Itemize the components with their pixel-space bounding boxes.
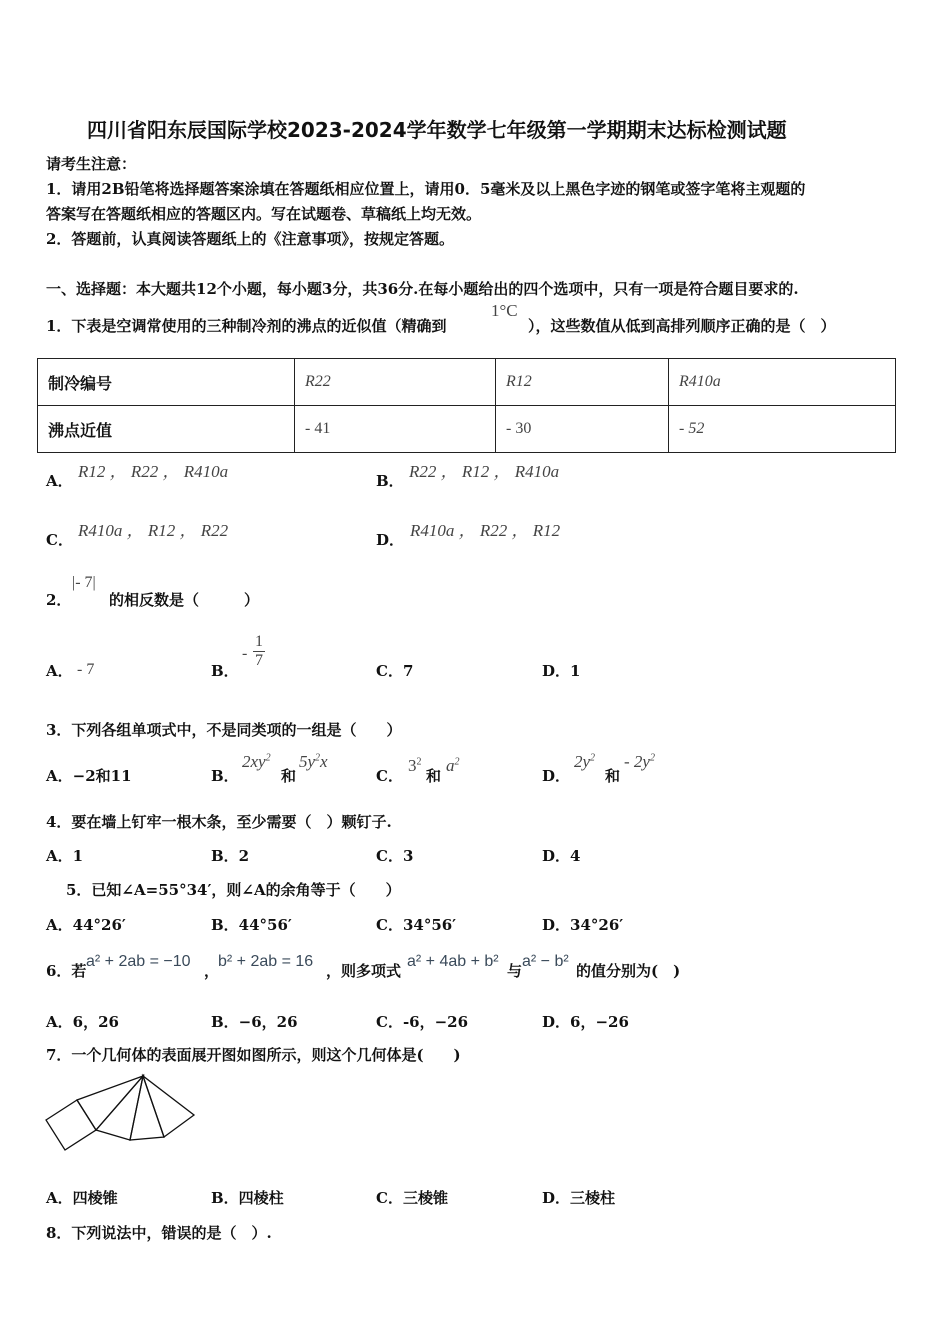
q4-option-c: C．3 (376, 847, 414, 865)
table-cell: R12 (496, 359, 669, 406)
q7-option-a: A．四棱锥 (46, 1189, 118, 1207)
q7-option-b: B．四棱柱 (211, 1189, 284, 1207)
q3-option-c-term2: $a^2$ (446, 756, 460, 775)
q5-stem: 5．已知∠A=55°34′，则∠A的余角等于（ ） (66, 881, 401, 899)
q2-option-d: D．1 (542, 662, 581, 680)
q6-option-d: D．6，−26 (542, 1013, 629, 1031)
q5-option-d: D．34°26′ (542, 916, 624, 934)
q6-expr-2: b² + 2ab = 16 (218, 953, 314, 970)
section-heading: 一、选择题：本大题共12个小题，每小题3分，共36分.在每小题给出的四个选项中，只有一项是符合题目要求的. (46, 280, 799, 298)
notice-heading: 请考生注意： (46, 155, 137, 173)
q1-option-a-label: A． (46, 472, 73, 490)
net-square-face (46, 1100, 96, 1150)
q3-option-b-and: 和 (281, 767, 297, 785)
table-cell: - 30 (496, 406, 669, 453)
q6-option-a: A．6，26 (46, 1013, 119, 1031)
q3-option-c-label: C． (376, 767, 403, 785)
q3-option-c-term1: $3^2$ (408, 756, 422, 775)
q6-expr-1: a² + 2ab = −10 (86, 953, 191, 970)
q7-option-c: C．三棱锥 (376, 1189, 448, 1207)
q1-option-c-label: C． (46, 531, 73, 549)
q1-option-c: R410a ， R12 ， R22 (78, 521, 229, 540)
q2-abs-value: |- 7| (72, 574, 96, 591)
q7-net-figure (40, 1070, 200, 1155)
q3-option-b-term2: $5y^2x$ (299, 752, 328, 771)
q3-option-d-term1: $2y^2$ (574, 752, 596, 771)
q3-option-d-label: D． (542, 767, 571, 785)
q3-option-a: A．−2和11 (46, 767, 132, 785)
q8-stem: 8．下列说法中，错误的是（ ）. (46, 1224, 272, 1242)
table-cell: - 52 (669, 406, 896, 453)
q1-option-d-label: D． (376, 531, 405, 549)
q3-option-b-term1: $2xy^2$ (242, 752, 271, 771)
q6-expr-4: a² − b² (522, 953, 569, 970)
q2-option-b-fraction (253, 633, 265, 670)
q3-option-b-label: B． (211, 767, 239, 785)
table-cell: 制冷编号 (38, 359, 295, 406)
notice-line-2: 答案写在答题纸相应的答题区内。写在试题卷、草稿纸上均无效。 (46, 205, 482, 223)
q3-option-d-and: 和 (605, 767, 621, 785)
q1-option-b-label: B． (376, 472, 404, 490)
fraction-denominator: 7 (255, 652, 263, 669)
q6-yu: 与 (507, 962, 523, 980)
q2-option-b-sign: - (242, 645, 248, 662)
q7-stem: 7．一个几何体的表面展开图如图所示，则这个几何体是( ) (46, 1046, 461, 1064)
q1-option-b: R22 ， R12 ， R410a (409, 462, 560, 481)
q5-option-a: A．44°26′ (46, 916, 126, 934)
q3-stem: 3．下列各组单项式中，不是同类项的一组是（ ） (46, 721, 402, 739)
q5-option-c: C．34°56′ (376, 916, 457, 934)
q1-table (37, 358, 896, 453)
q1-option-a: R12 ， R22 ， R410a (78, 462, 229, 481)
q3-option-d-term2: - $2y^2$ (624, 752, 655, 771)
q1-stem-b: ），这些数值从低到高排列顺序正确的是（ ） (528, 317, 836, 335)
q2-option-a-label: A． (46, 662, 73, 680)
q1-option-d: R410a ， R22 ， R12 (410, 521, 561, 540)
q6-mid: ，则多项式 (326, 962, 402, 980)
q1-stem-a: 1．下表是空调常使用的三种制冷剂的沸点的近似值（精确到 (46, 317, 447, 335)
q2-option-a: - 7 (77, 661, 95, 678)
table-cell: R410a (669, 359, 896, 406)
fraction-numerator: 1 (255, 633, 263, 650)
table-cell: - 41 (295, 406, 496, 453)
q2-option-c: C．7 (376, 662, 414, 680)
table-row (38, 406, 896, 453)
q4-option-d: D．4 (542, 847, 581, 865)
q2-option-b-label: B． (211, 662, 239, 680)
q4-option-a: A．1 (46, 847, 84, 865)
q4-stem: 4．要在墙上钉牢一根木条，至少需要（ ）颗钉子. (46, 813, 392, 831)
q6-tail: 的值分别为( ) (576, 962, 681, 980)
q6-comma: ， (204, 962, 220, 980)
q5-option-b: B．44°56′ (211, 916, 292, 934)
notice-line-1: 1．请用2B铅笔将选择题答案涂填在答题纸相应位置上，请用0．5毫米及以上黑色字迹的钢笔或签字笔将主观题的 (46, 180, 806, 198)
q6-option-c: C．-6，−26 (376, 1013, 469, 1031)
net-triangle-face-4 (143, 1076, 194, 1137)
table-row (38, 359, 896, 406)
q2-number: 2． (46, 591, 72, 609)
q2-stem: 的相反数是（ ） (109, 591, 260, 609)
table-cell: R22 (295, 359, 496, 406)
q3-option-c-and: 和 (426, 767, 442, 785)
q6-option-b: B．−6，26 (211, 1013, 298, 1031)
q1-unit: 1°C (491, 301, 518, 320)
table-cell: 沸点近值 (38, 406, 295, 453)
q6-number: 6．若 (46, 962, 87, 980)
page-title: 四川省阳东辰国际学校2023-2024学年数学七年级第一学期期末达标检测试题 (87, 118, 787, 142)
notice-line-3: 2．答题前，认真阅读答题纸上的《注意事项》，按规定答题。 (46, 230, 454, 248)
q7-option-d: D．三棱柱 (542, 1189, 616, 1207)
q4-option-b: B．2 (211, 847, 250, 865)
q6-expr-3: a² + 4ab + b² (407, 953, 499, 970)
